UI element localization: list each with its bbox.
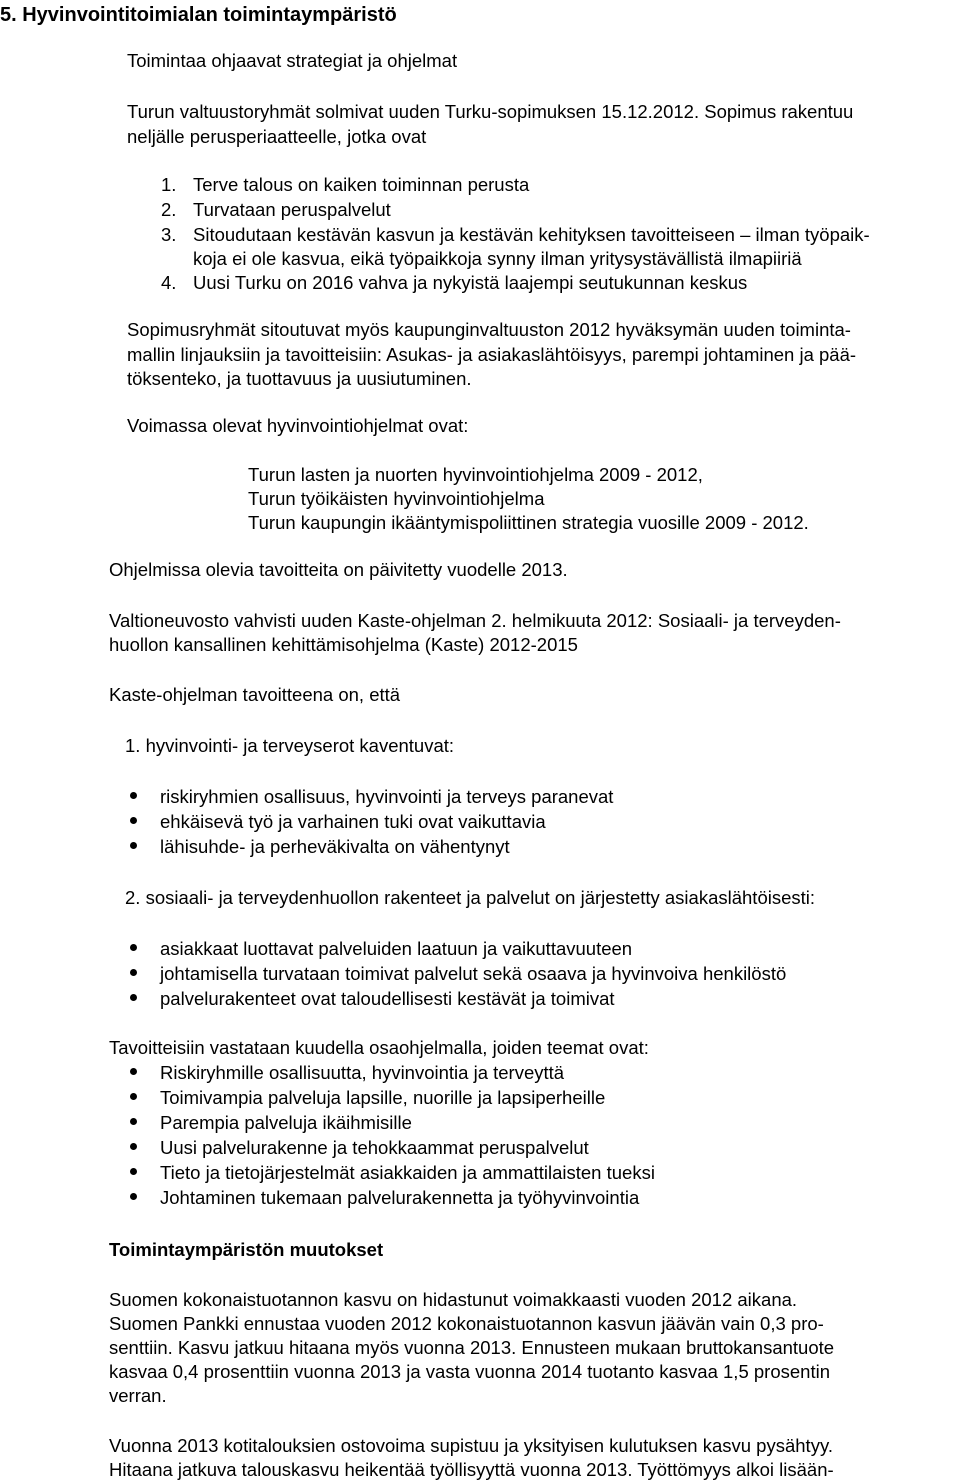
principle-number: 4. bbox=[161, 272, 177, 293]
principle-text: Turvataan peruspalvelut bbox=[193, 199, 391, 220]
goal2-item: johtamisella turvataan toimivat palvelut sekä osaava ja hyvinvoiva henkilöstö bbox=[160, 963, 787, 984]
subprogram-item: Uusi palvelurakenne ja tehokkaammat peruspalvelut bbox=[160, 1137, 589, 1158]
bullet-icon bbox=[130, 994, 137, 1001]
kaste-goal-1: 1. hyvinvointi- ja terveyserot kaventuvat: bbox=[125, 735, 455, 756]
bullet-icon bbox=[130, 1093, 137, 1100]
subprogram-item: Parempia palveluja ikäihmisille bbox=[160, 1112, 412, 1133]
changes-para2-line: Hitaana jatkuva talouskasvu heikentää työllisyyttä vuonna 2013. Työttömyys alkoi lisään- bbox=[109, 1459, 834, 1480]
changes-para2-line: Vuonna 2013 kotitalouksien ostovoima supistuu ja yksityisen kulutuksen kasvu pysähtyy. bbox=[109, 1435, 833, 1456]
goal1-item: lähisuhde- ja perheväkivalta on vähentynyt bbox=[160, 836, 510, 857]
subprogram-item: Riskiryhmille osallisuutta, hyvinvointia ja terveyttä bbox=[160, 1062, 565, 1083]
kaste-intro-line-2: huollon kansallinen kehittämisohjelma (Kaste) 2012-2015 bbox=[109, 634, 578, 655]
bullet-icon bbox=[130, 1143, 137, 1150]
intro-line-2: neljälle perusperiaatteelle, jotka ovat bbox=[127, 126, 427, 147]
updated-note: Ohjelmissa olevia tavoitteita on päivitetty vuodelle 2013. bbox=[109, 559, 568, 580]
bullet-icon bbox=[130, 817, 137, 824]
bullet-icon bbox=[130, 1118, 137, 1125]
intro-line-1: Turun valtuustoryhmät solmivat uuden Turku-sopimuksen 15.12.2012. Sopimus rakentuu bbox=[127, 101, 854, 122]
subprograms-intro: Tavoitteisiin vastataan kuudella osaohjelmalla, joiden teemat ovat: bbox=[109, 1037, 649, 1058]
changes-para1-line: kasvaa 0,4 prosenttiin vuonna 2013 ja vasta vuonna 2014 tuotanto kasvaa 1,5 prosentin bbox=[109, 1361, 830, 1382]
programs-intro: Voimassa olevat hyvinvointiohjelmat ovat: bbox=[127, 415, 469, 436]
subprogram-item: Toimivampia palveluja lapsille, nuorille ja lapsiperheille bbox=[160, 1087, 606, 1108]
commitment-line-1: Sopimusryhmät sitoutuvat myös kaupunginvaltuuston 2012 hyväksymän uuden toiminta- bbox=[127, 319, 851, 340]
commitment-line-3: töksenteko, ja tuottavuus ja uusiutuminen. bbox=[127, 368, 472, 389]
bullet-icon bbox=[130, 969, 137, 976]
kaste-goal-2: 2. sosiaali- ja terveydenhuollon rakenteet ja palvelut on järjestetty asiakaslähtöisesti: bbox=[125, 887, 816, 908]
subprogram-item: Tieto ja tietojärjestelmät asiakkaiden ja ammattilaisten tueksi bbox=[160, 1162, 655, 1183]
program-item: Turun kaupungin ikääntymispoliittinen strategia vuosille 2009 - 2012. bbox=[248, 512, 809, 533]
kaste-goal-intro: Kaste-ohjelman tavoitteena on, että bbox=[109, 684, 401, 705]
bullet-icon bbox=[130, 842, 137, 849]
principle-number: 1. bbox=[161, 174, 177, 195]
goal2-item: asiakkaat luottavat palveluiden laatuun ja vaikuttavuuteen bbox=[160, 938, 633, 959]
goal1-item: ehkäisevä työ ja varhainen tuki ovat vaikuttavia bbox=[160, 811, 546, 832]
bullet-icon bbox=[130, 1068, 137, 1075]
principle-text: Sitoudutaan kestävän kasvun ja kestävän kehityksen tavoitteiseen – ilman työpaik- bbox=[193, 224, 870, 245]
principle-number: 3. bbox=[161, 224, 177, 245]
goal2-item: palvelurakenteet ovat taloudellisesti kestävät ja toimivat bbox=[160, 988, 615, 1009]
bullet-icon bbox=[130, 1168, 137, 1175]
changes-title: Toimintaympäristön muutokset bbox=[109, 1239, 384, 1260]
bullet-icon bbox=[130, 1193, 137, 1200]
goal1-item: riskiryhmien osallisuus, hyvinvointi ja terveys paranevat bbox=[160, 786, 614, 807]
changes-para1-line: verran. bbox=[109, 1385, 167, 1406]
commitment-line-2: mallin linjauksiin ja tavoitteisiin: Asukas- ja asiakaslähtöisyys, parempi johtaminen ja pää- bbox=[127, 344, 857, 365]
principle-text: koja ei ole kasvua, eikä työpaikkoja synny ilman yritysystävällistä ilmapiiriä bbox=[193, 248, 802, 269]
bullet-icon bbox=[130, 944, 137, 951]
bullet-icon bbox=[130, 792, 137, 799]
kaste-intro-line-1: Valtioneuvosto vahvisti uuden Kaste-ohjelman 2. helmikuuta 2012: Sosiaali- ja terveyden- bbox=[109, 610, 841, 631]
subprogram-item: Johtaminen tukemaan palvelurakennetta ja työhyvinvointia bbox=[160, 1187, 640, 1208]
changes-para1-line: Suomen Pankki ennustaa vuoden 2012 kokonaistuotannon kasvun jäävän vain 0,3 pro- bbox=[109, 1313, 824, 1334]
principle-text: Uusi Turku on 2016 vahva ja nykyistä laajempi seutukunnan keskus bbox=[193, 272, 748, 293]
changes-para1-line: Suomen kokonaistuotannon kasvu on hidastunut voimakkaasti vuoden 2012 aikana. bbox=[109, 1289, 798, 1310]
principle-text: Terve talous on kaiken toiminnan perusta bbox=[193, 174, 530, 195]
program-item: Turun lasten ja nuorten hyvinvointiohjelma 2009 - 2012, bbox=[248, 464, 703, 485]
principle-number: 2. bbox=[161, 199, 177, 220]
section-title: Toimintaa ohjaavat strategiat ja ohjelmat bbox=[127, 50, 458, 71]
section-heading: 5. Hyvinvointitoimialan toimintaympäristö bbox=[0, 4, 397, 26]
changes-para1-line: senttiin. Kasvu jatkuu hitaana myös vuonna 2013. Ennusteen mukaan bruttokansantuote bbox=[109, 1337, 835, 1358]
program-item: Turun työikäisten hyvinvointiohjelma bbox=[248, 488, 545, 509]
